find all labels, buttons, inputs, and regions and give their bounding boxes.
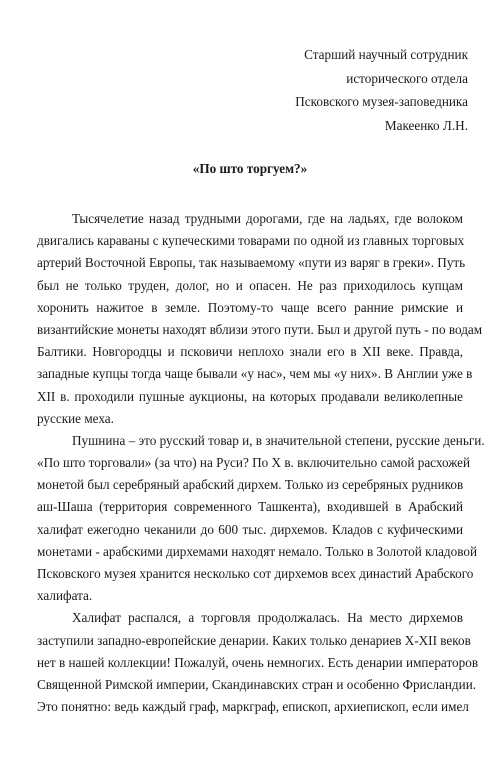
author-block — [295, 43, 468, 137]
text-line: Это понятно: ведь каждый граф, маркграф, епископ, архиепископ, если имел — [37, 699, 469, 715]
text-line: «По што торговали» (за что) на Руси? По X в. включительно самой расхожей — [37, 455, 471, 471]
text-line: Халифат распался, а торговля продолжалась. На место дирхемов — [72, 610, 463, 626]
paragraph-2 — [37, 430, 485, 608]
text-line: Балтики. Новгородцы и псковичи неплохо знали его в XII веке. Правда, — [37, 344, 463, 360]
text-line: монетой был серебряный арабский дирхем. Только из серебряных рудников — [37, 477, 464, 493]
text-line: хоронить нажитое в земле. Поэтому-то чаще всего ранние римские и — [37, 299, 463, 315]
text-line: двигались караваны с купеческими товарами по одной из главных торговых — [37, 233, 465, 249]
text-line: был не только труден, долог, но и опасен. Не раз приходилось купцам — [37, 277, 463, 293]
text-line: Псковского музея хранится несколько сот дирхемов всех династий Арабского — [37, 566, 474, 581]
text-line: русские меха. — [37, 410, 114, 426]
text-line: заступили западно-европейские денарии. Каких только денариев X-XII веков — [37, 632, 471, 648]
text-line: артерий Восточной Европы, так называемому «пути из варяг в греки». Путь — [37, 255, 466, 271]
document-title: «По што торгуем?» — [192, 161, 308, 176]
text-line: западные купцы тогда чаще бывали «у нас», чем мы «у них». В Англии уже в — [37, 366, 473, 382]
text-line: нет в нашей коллекции! Пожалуй, очень немногих. Есть денарии императоров — [37, 654, 479, 670]
text-line: аш-Шаша (территория современного Ташкента), входившей в Арабский — [37, 499, 463, 515]
document-body — [37, 208, 485, 718]
text-line: Священной Римской империи, Скандинавских стран и особенно Фрисландии. — [37, 676, 477, 692]
text-line: халифата. — [37, 588, 93, 604]
text-line: Пушнина – это русский товар и, в значительной степени, русские деньги. — [72, 432, 485, 448]
paragraph-3 — [37, 607, 479, 718]
text-line: Тысячелетие назад трудными дорогами, где на ладьях, где волоком — [72, 211, 463, 226]
author-position: Старший научный сотрудник — [304, 47, 468, 62]
text-line: византийские монеты находят вблизи этого пути. Был и другой путь - по водам — [37, 321, 483, 337]
author-institution: Псковского музея-заповедника — [295, 94, 468, 109]
author-name: Макеенко Л.Н. — [384, 117, 468, 133]
text-line: XII в. проходили пушные аукционы, на которых продавали великолепные — [37, 388, 463, 404]
author-department: исторического отдела — [346, 70, 468, 86]
paragraph-1 — [37, 208, 483, 430]
text-line: халифат ежегодно чеканили до 600 тыс. дирхемов. Кладов с куфическими — [37, 521, 463, 537]
text-line: монетами - арабскими дирхемами находят немало. Только в Золотой кладовой — [37, 543, 478, 559]
